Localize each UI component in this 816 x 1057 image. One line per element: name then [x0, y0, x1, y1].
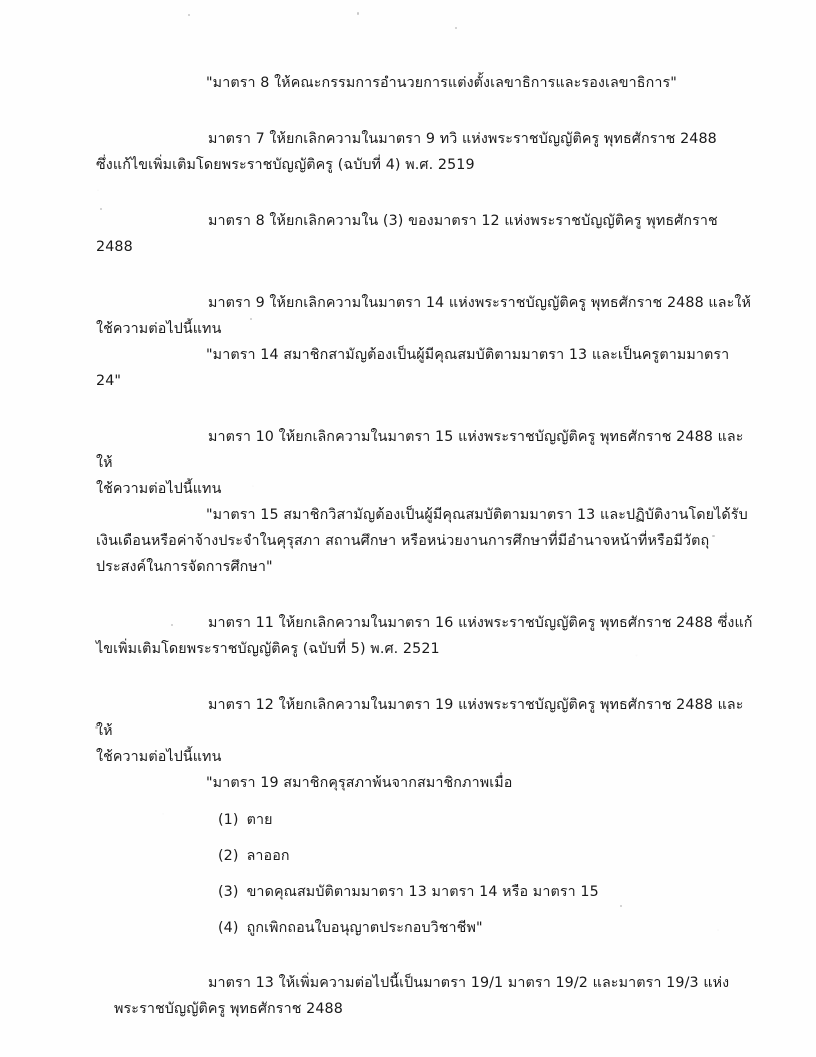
- document-heading: "มาตรา 8 ให้คณะกรรมการอำนวยการแต่งตั้งเลขาธิการและรองเลขาธิการ": [206, 75, 677, 91]
- list-item: [218, 880, 756, 904]
- section-7: [96, 126, 756, 178]
- section-13-line-2: พระราชบัญญัติครู พุทธศักราช 2488: [114, 1001, 343, 1017]
- list-item-text: ถูกเพิกถอนใบอนุญาตประกอบวิชาชีพ": [246, 920, 483, 936]
- section-10-line-2: ใช้ความต่อไปนี้แทน: [96, 481, 222, 497]
- list-item: [218, 844, 756, 868]
- list-item-text: ขาดคุณสมบัติตามมาตรา 13 มาตรา 14 หรือ มาตรา 15: [246, 884, 599, 900]
- section-10: [96, 424, 756, 580]
- section-12-line-1: มาตรา 12 ให้ยกเลิกความในมาตรา 19 แห่งพระราชบัญญัติครู พุทธศักราช 2488 และให้: [96, 697, 744, 739]
- list-item-number: (3): [218, 884, 239, 900]
- section-8-line-1: มาตรา 8 ให้ยกเลิกความใน (3) ของมาตรา 12 แห่งพระราชบัญญัติครู พุทธศักราช 2488: [96, 213, 718, 255]
- section-13: [96, 970, 756, 1022]
- section-13-line-1: มาตรา 13 ให้เพิ่มความต่อไปนี้เป็นมาตรา 19/1 มาตรา 19/2 และมาตรา 19/3 แห่ง: [208, 975, 730, 991]
- section-10-quote-3: ประสงค์ในการจัดการศึกษา": [96, 559, 273, 575]
- scan-speck: [188, 14, 190, 16]
- section-9-quote-1: "มาตรา 14 สมาชิกสามัญต้องเป็นผู้มีคุณสมบัติตามมาตรา 13 และเป็นครูตามมาตรา 24": [96, 347, 730, 389]
- section-12-quote-1: "มาตรา 19 สมาชิกคุรุสภาพ้นจากสมาชิกภาพเมื่อ: [206, 775, 513, 791]
- section-9-line-1: มาตรา 9 ให้ยกเลิกความในมาตรา 14 แห่งพระราชบัญญัติครู พุทธศักราช 2488 และให้: [208, 295, 751, 311]
- section-10-quote-1: "มาตรา 15 สมาชิกวิสามัญต้องเป็นผู้มีคุณสมบัติตามมาตรา 13 และปฏิบัติงานโดยได้รับ: [206, 507, 748, 523]
- list-item-number: (2): [218, 848, 239, 864]
- scan-speck: [357, 12, 359, 15]
- list-item-number: (4): [218, 920, 239, 936]
- section-12-line-2: ใช้ความต่อไปนี้แทน: [96, 749, 222, 765]
- list-item-text: ลาออก: [246, 848, 290, 864]
- scan-speck: [455, 27, 457, 29]
- section-9-line-2: ใช้ความต่อไปนี้แทน: [96, 321, 222, 337]
- list-item: [218, 808, 756, 832]
- section-10-line-1: มาตรา 10 ให้ยกเลิกความในมาตรา 15 แห่งพระราชบัญญัติครู พุทธศักราช 2488 และให้: [96, 429, 744, 471]
- section-8: [96, 208, 756, 260]
- section-7-line-1: มาตรา 7 ให้ยกเลิกความในมาตรา 9 ทวิ แห่งพระราชบัญญัติครู พุทธศักราช 2488: [208, 131, 717, 147]
- section-9: [96, 290, 756, 394]
- section-11-line-2: ไขเพิ่มเติมโดยพระราชบัญญัติครู (ฉบับที่ 5) พ.ศ. 2521: [96, 641, 440, 657]
- section-11-line-1: มาตรา 11 ให้ยกเลิกความในมาตรา 16 แห่งพระราชบัญญัติครู พุทธศักราช 2488 ซึ่งแก้: [208, 615, 753, 631]
- section-11: [96, 610, 756, 662]
- section-10-quote-2: เงินเดือนหรือค่าจ้างประจำในคุรุสภา สถานศึกษา หรือหน่วยงานการศึกษาที่มีอำนาจหน้าที่หรือมีวัตถุ: [96, 533, 710, 549]
- list-item: [218, 916, 756, 940]
- list-item-text: ตาย: [246, 812, 273, 828]
- list-item-number: (1): [218, 812, 239, 828]
- document-text-body: [96, 70, 756, 1022]
- section-7-line-2: ซึ่งแก้ไขเพิ่มเติมโดยพระราชบัญญัติครู (ฉบับที่ 4) พ.ศ. 2519: [96, 157, 475, 173]
- section-12: [96, 692, 756, 940]
